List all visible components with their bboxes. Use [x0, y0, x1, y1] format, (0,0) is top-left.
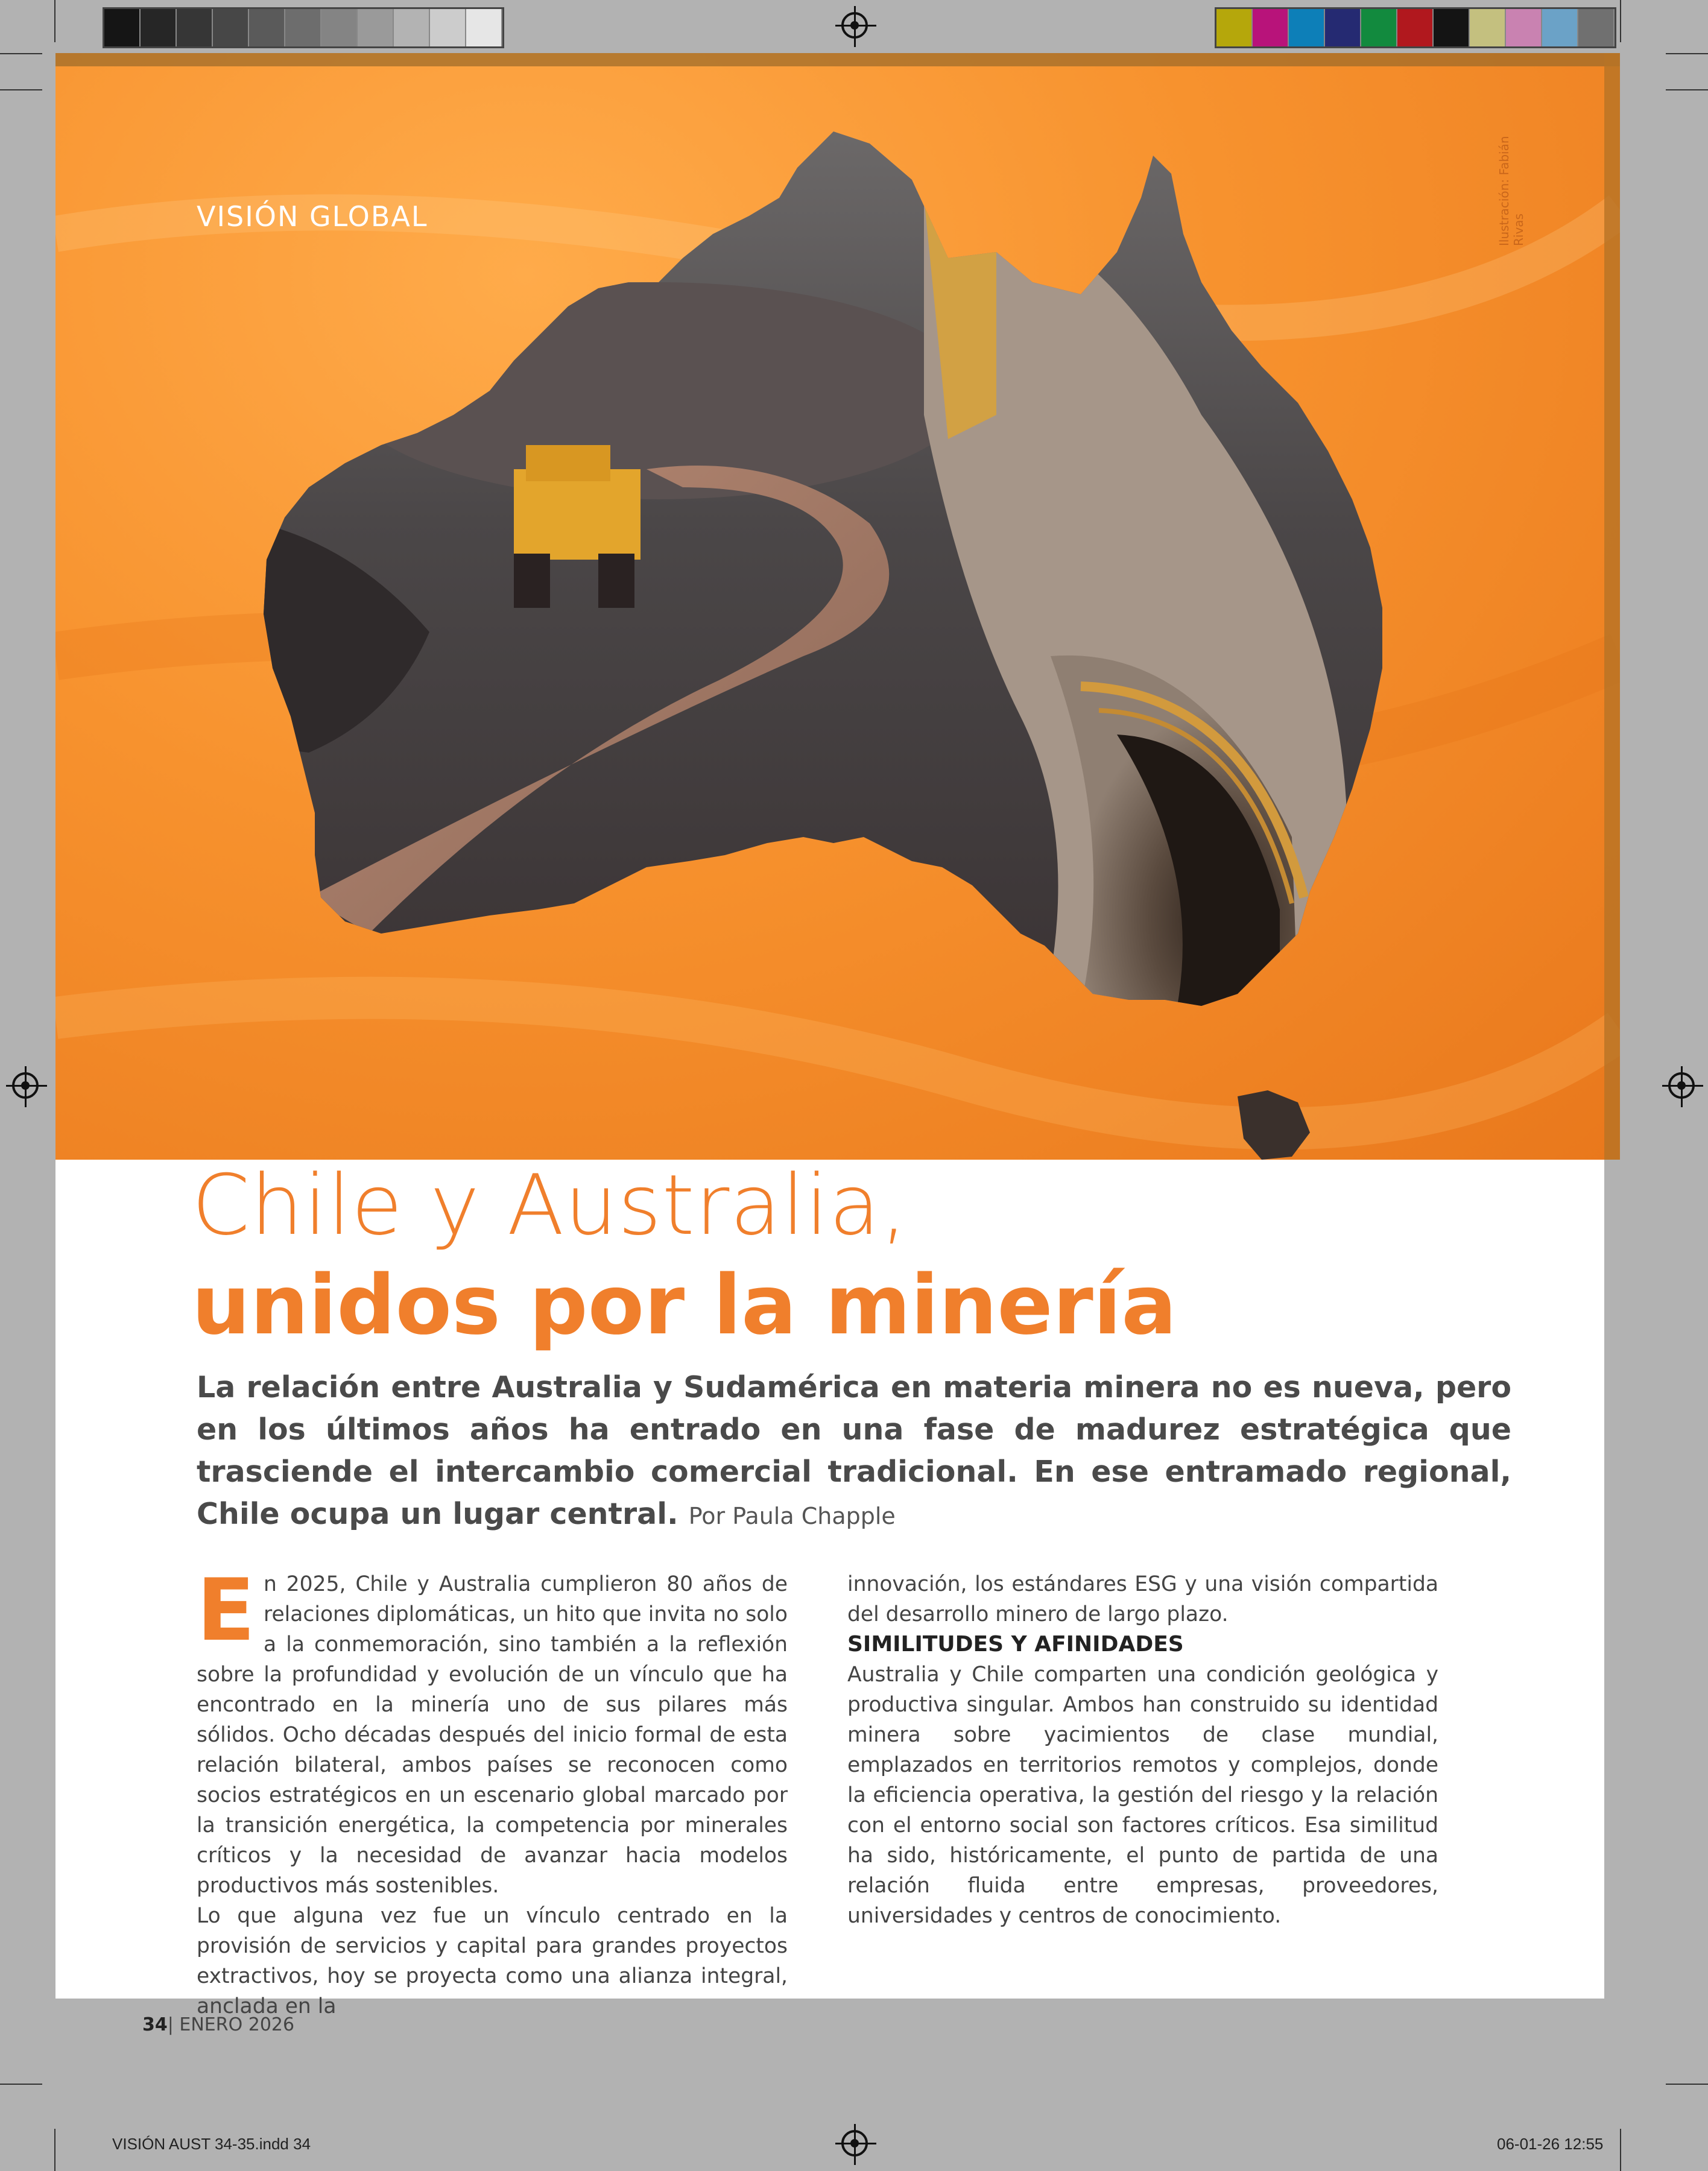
registration-mark-left-icon [12, 1072, 39, 1099]
crop-mark [1666, 89, 1708, 90]
color-swatch [1506, 9, 1542, 46]
registration-mark-right-icon [1668, 1072, 1695, 1099]
color-swatch [1253, 9, 1289, 46]
body-paragraph: Lo que alguna vez fue un vínculo centrado en la provisión de servicios y capital para grandes proyectos extractivos, hoy se proyecta como una alianza integral, anclada en la [197, 1904, 788, 2018]
color-swatch [1325, 9, 1361, 46]
crop-mark [0, 53, 42, 54]
cmyk-color-bar [1215, 7, 1616, 48]
color-swatch [1434, 9, 1470, 46]
drop-cap: E [197, 1561, 256, 1660]
lead-text: La relación entre Australia y Sudamérica en materia minera no es nueva, pero en los últimos años ha entrado en una fase de madurez estratégica que trasciende el intercambio comercial tradicional. En ese entramado regional, Chile ocupa un lugar central. [197, 1370, 1511, 1531]
crop-mark [54, 0, 55, 42]
crop-mark [0, 89, 42, 90]
color-swatch [104, 9, 141, 46]
color-swatch [1542, 9, 1578, 46]
byline: Por Paula Chapple [688, 1503, 896, 1529]
body-paragraph: Australia y Chile comparten una condición geológica y productiva singular. Ambos han construido su identidad minera sobre yacimientos de clase mundial, emplazados en territorios remotos y complejos, donde la eficiencia operativa, la gestión del riesgo y la relación con el entorno social son factores críticos. Esa similitud ha sido, históricamente, el punto de partida de una relación fluida entre empresas, proveedores, universidades y centros de conocimiento. [847, 1663, 1438, 1928]
color-swatch [1470, 9, 1506, 46]
article-title-line1: Chile y Australia, [192, 1157, 908, 1254]
color-swatch [213, 9, 249, 46]
color-swatch [177, 9, 213, 46]
color-swatch [249, 9, 285, 46]
color-swatch [466, 9, 502, 46]
magazine-page [55, 53, 1604, 2035]
crop-mark [1666, 53, 1708, 54]
issue-date: | ENERO 2026 [167, 2014, 295, 2035]
section-subhead: SIMILITUDES Y AFINIDADES [847, 1632, 1184, 1657]
color-swatch [430, 9, 466, 46]
slug-timestamp: 06-01-26 12:55 [1497, 2135, 1604, 2153]
slug-filename: VISIÓN AUST 34-35.indd 34 [112, 2135, 311, 2153]
color-swatch [285, 9, 321, 46]
color-swatch [141, 9, 177, 46]
registration-mark-bottom-icon [841, 2130, 868, 2157]
folio [142, 2014, 294, 2035]
color-swatch [1578, 9, 1615, 46]
hero-illustration [55, 53, 1620, 1160]
crop-mark [1666, 2084, 1708, 2085]
crop-mark [0, 2084, 42, 2085]
crop-mark [1620, 0, 1621, 42]
body-column-left [197, 1561, 788, 2021]
crop-mark [1620, 2129, 1621, 2171]
color-swatch [358, 9, 394, 46]
section-label: VISIÓN GLOBAL [197, 200, 428, 233]
article-lead [197, 1367, 1511, 1537]
color-swatch [1397, 9, 1434, 46]
body-paragraph: n 2025, Chile y Australia cumplieron 80 años de relaciones diplomáticas, un hito que invita no solo a la conmemoración, sino también a la reflexión sobre la profundidad y evolución de un vínculo que ha encontrado en la minería uno de sus pilares más sólidos. Ocho décadas después del inicio formal de esta relación bilateral, ambos países se reconocen como socios estratégicos en un escenario global marcado por la transición energética, la competencia por minerales críticos y la necesidad de avanzar hacia modelos productivos más sostenibles. [197, 1572, 788, 1898]
body-column-right [847, 1569, 1438, 1931]
registration-mark-top-icon [841, 12, 868, 39]
color-swatch [321, 9, 358, 46]
hero-edge-shadow [1604, 53, 1620, 1160]
article-title-line2: unidos por la minería [192, 1258, 1177, 1353]
color-swatch [394, 9, 430, 46]
grayscale-color-bar [103, 7, 504, 48]
body-paragraph: innovación, los estándares ESG y una visión compartida del desarrollo minero de largo plazo. [847, 1572, 1438, 1626]
color-swatch [1289, 9, 1325, 46]
illustration-credit: Ilustración: Fabián Rivas [1497, 136, 1526, 246]
color-swatch [1361, 9, 1397, 46]
color-swatch [1216, 9, 1253, 46]
hero-edge-shadow [55, 53, 1620, 66]
crop-mark [54, 2129, 55, 2171]
page-number: 34 [142, 2014, 168, 2035]
